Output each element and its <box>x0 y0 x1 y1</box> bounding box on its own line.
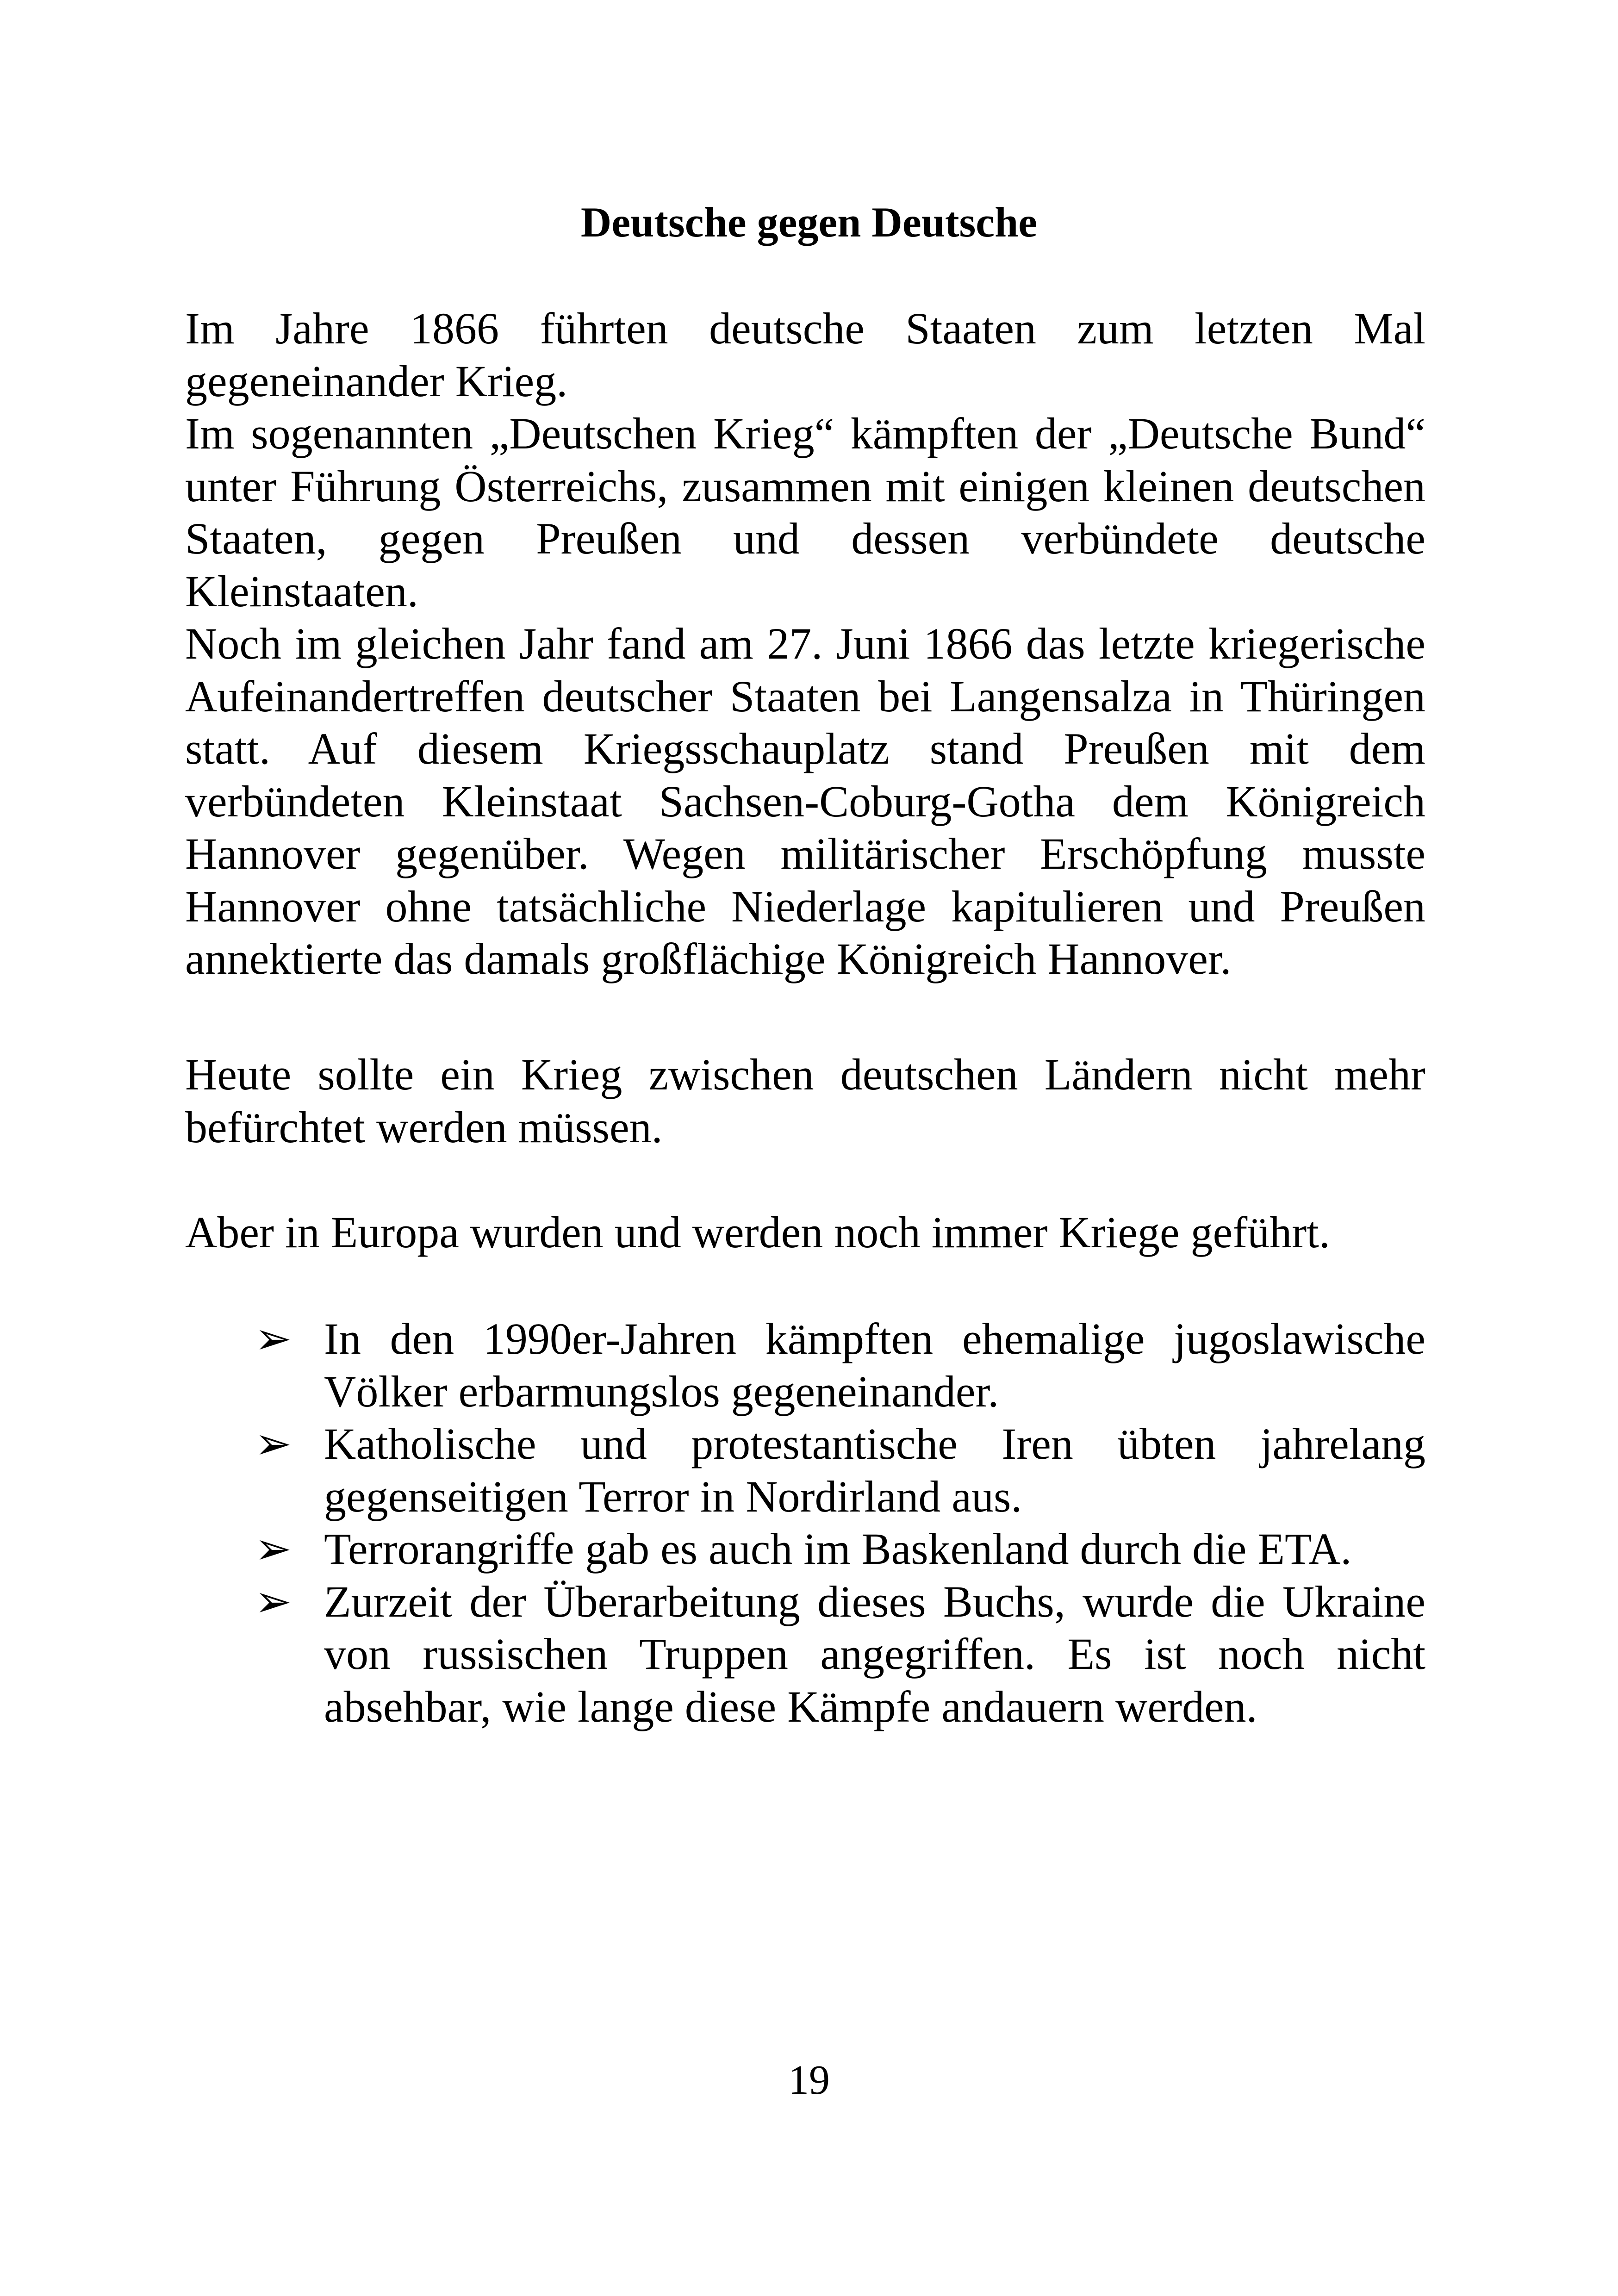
bullet-text: Zurzeit der Überarbeitung dieses Buchs, wurde die Ukraine von russischen Truppen angegriffen. Es ist noch nicht absehbar, wie lange diese Kämpfe andauern werden. <box>324 1576 1425 1731</box>
arrow-bullet-icon: ➢ <box>255 1576 292 1626</box>
list-item <box>185 1575 1425 1733</box>
arrow-bullet-icon: ➢ <box>255 1524 292 1574</box>
paragraph-5: Aber in Europa wurden und werden noch immer Kriege geführt. <box>185 1207 1330 1257</box>
paragraph-4: Heute sollte ein Krieg zwischen deutschen Ländern nicht mehr befürchtet werden müssen. <box>185 1050 1425 1152</box>
page-title: Deutsche gegen Deutsche <box>580 199 1038 246</box>
page-number: 19 <box>788 2057 830 2103</box>
paragraph-2: Im sogenannten „Deutschen Krieg“ kämpften der „Deutsche Bund“ unter Führung Österreichs, zusammen mit einigen kleinen deutschen Staaten, gegen Preußen und dessen verbündete deutsche Kleinstaaten. <box>185 409 1425 616</box>
intro-paragraphs <box>185 302 1425 985</box>
bullet-text: Katholische und protestantische Iren übten jahrelang gegenseitigen Terror in Nordirland aus. <box>324 1419 1425 1521</box>
list-item <box>185 1418 1425 1523</box>
arrow-bullet-icon: ➢ <box>255 1314 292 1363</box>
paragraph-3: Noch im gleichen Jahr fand am 27. Juni 1866 das letzte kriegerische Aufeinandertreffen deutscher Staaten bei Langensalza in Thüringen statt. Auf diesem Kriegsschauplatz stand Preußen mit dem verbündeten Kleinstaat Sachsen-Coburg-Gotha dem Königreich Hannover gegenüber. Wegen militärischer Erschöpfung musste Hannover ohne tatsächliche Niederlage kapitulieren und Preußen annektierte das damals großflächige Königreich Hannover. <box>185 619 1425 983</box>
list-item <box>185 1313 1425 1418</box>
list-item <box>185 1523 1425 1575</box>
paragraph-1: Im Jahre 1866 führten deutsche Staaten zum letzten Mal gegeneinander Krieg. <box>185 304 1425 406</box>
bullet-list <box>185 1313 1425 1733</box>
bullet-text: In den 1990er-Jahren kämpften ehemalige jugoslawische Völker erbarmungslos gegeneinander. <box>324 1314 1425 1416</box>
arrow-bullet-icon: ➢ <box>255 1419 292 1468</box>
bullet-text: Terrorangriffe gab es auch im Baskenland durch die ETA. <box>324 1524 1352 1574</box>
